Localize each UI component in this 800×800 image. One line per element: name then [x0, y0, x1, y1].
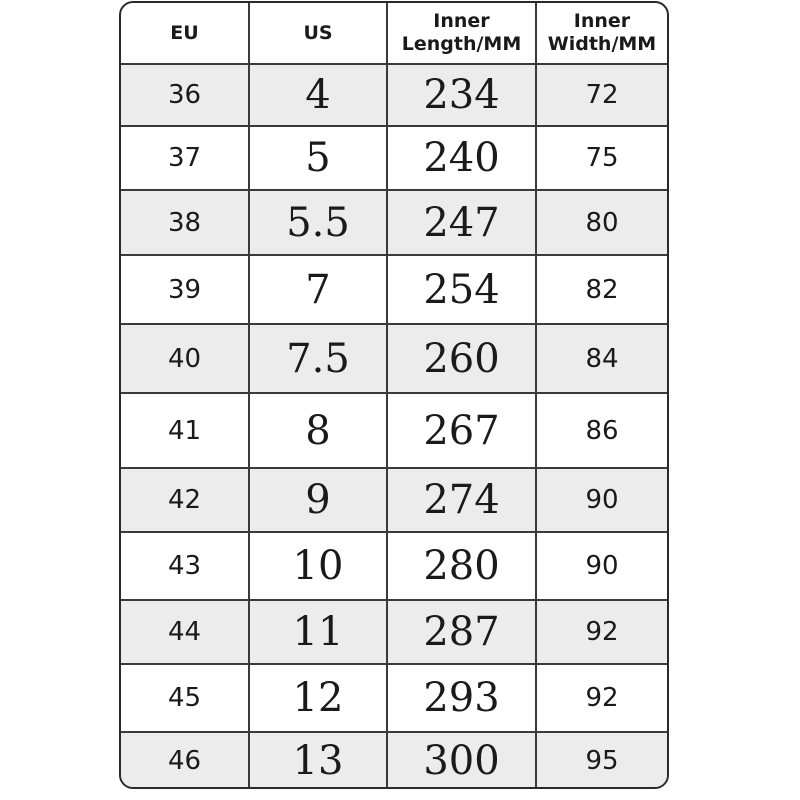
cell-inner-width: 90: [536, 468, 667, 532]
cell-us: 11: [249, 600, 387, 664]
cell-inner-length: 247: [387, 190, 536, 255]
cell-us: 8: [249, 393, 387, 468]
cell-eu: 40: [121, 324, 249, 393]
cell-eu: 42: [121, 468, 249, 532]
cell-inner-length: 300: [387, 732, 536, 789]
table-row: [121, 324, 667, 393]
cell-inner-width: 90: [536, 532, 667, 600]
table-row: [121, 732, 667, 789]
cell-eu: 44: [121, 600, 249, 664]
cell-eu: 45: [121, 664, 249, 732]
cell-inner-length: 287: [387, 600, 536, 664]
table-row: [121, 532, 667, 600]
cell-inner-width: 80: [536, 190, 667, 255]
table-row: [121, 64, 667, 126]
cell-inner-width: 95: [536, 732, 667, 789]
header-row: [121, 3, 667, 64]
cell-inner-width: 82: [536, 255, 667, 324]
cell-eu: 43: [121, 532, 249, 600]
table-row: [121, 393, 667, 468]
cell-inner-length: 260: [387, 324, 536, 393]
cell-us: 12: [249, 664, 387, 732]
size-chart: [119, 1, 669, 789]
cell-inner-width: 72: [536, 64, 667, 126]
cell-eu: 46: [121, 732, 249, 789]
header-us: US: [249, 3, 387, 64]
table-row: [121, 190, 667, 255]
cell-inner-width: 84: [536, 324, 667, 393]
cell-inner-length: 274: [387, 468, 536, 532]
cell-eu: 39: [121, 255, 249, 324]
cell-inner-length: 267: [387, 393, 536, 468]
cell-eu: 38: [121, 190, 249, 255]
cell-inner-length: 293: [387, 664, 536, 732]
cell-inner-width: 92: [536, 600, 667, 664]
cell-inner-width: 75: [536, 126, 667, 190]
table-row: [121, 126, 667, 190]
header-eu: EU: [121, 3, 249, 64]
cell-eu: 37: [121, 126, 249, 190]
cell-us: 10: [249, 532, 387, 600]
cell-inner-width: 92: [536, 664, 667, 732]
cell-us: 13: [249, 732, 387, 789]
cell-us: 5.5: [249, 190, 387, 255]
header-inner-width: Inner Width/MM: [536, 3, 667, 64]
cell-inner-length: 254: [387, 255, 536, 324]
cell-us: 5: [249, 126, 387, 190]
table-row: [121, 600, 667, 664]
cell-inner-width: 86: [536, 393, 667, 468]
table-row: [121, 664, 667, 732]
cell-us: 7: [249, 255, 387, 324]
cell-inner-length: 240: [387, 126, 536, 190]
cell-eu: 36: [121, 64, 249, 126]
cell-us: 4: [249, 64, 387, 126]
cell-eu: 41: [121, 393, 249, 468]
cell-us: 9: [249, 468, 387, 532]
cell-us: 7.5: [249, 324, 387, 393]
size-table: [121, 3, 667, 789]
header-inner-length: Inner Length/MM: [387, 3, 536, 64]
cell-inner-length: 234: [387, 64, 536, 126]
table-row: [121, 468, 667, 532]
table-row: [121, 255, 667, 324]
cell-inner-length: 280: [387, 532, 536, 600]
